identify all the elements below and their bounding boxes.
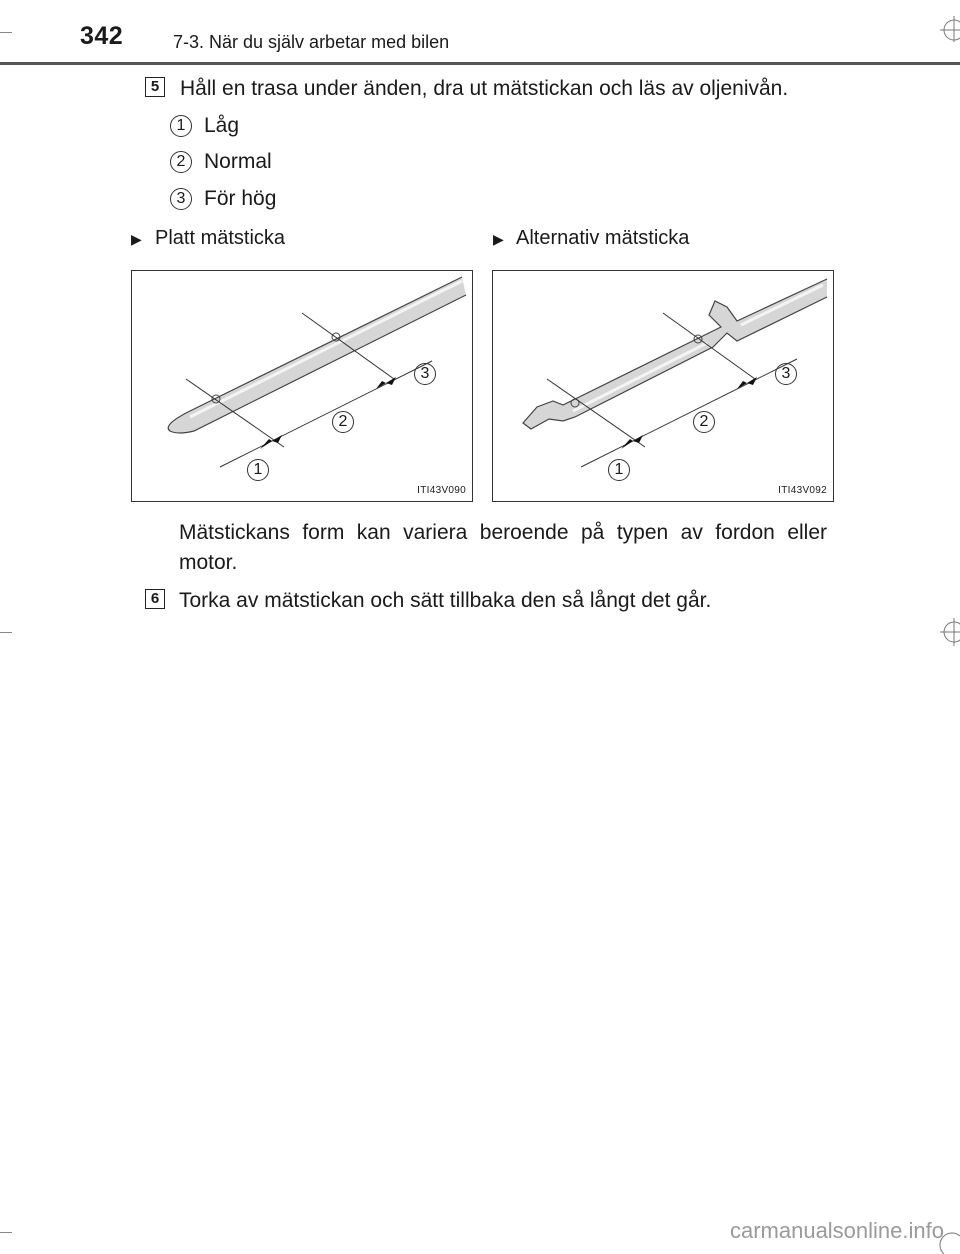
level-label-normal: Normal xyxy=(204,150,272,173)
level-number-3: 3 xyxy=(170,188,192,210)
figure-flat-dipstick xyxy=(131,270,473,502)
section-title: 7-3. När du själv arbetar med bilen xyxy=(173,32,450,52)
figure-code: ITI43V090 xyxy=(417,485,466,496)
crop-mark xyxy=(0,632,12,633)
registration-mark-icon xyxy=(930,618,960,648)
triangle-bullet-icon: ▶ xyxy=(131,231,142,247)
page-number: 342 xyxy=(80,22,124,50)
callout-1: 1 xyxy=(247,459,269,481)
figure-alternative-dipstick xyxy=(492,270,834,502)
callout-2: 2 xyxy=(332,411,354,433)
level-number-1: 1 xyxy=(170,115,192,137)
flat-dipstick-illustration xyxy=(132,271,472,501)
level-label-low: Låg xyxy=(204,114,240,137)
figure-code: ITI43V092 xyxy=(778,485,827,496)
dipstick-shape-note: Mätstickans form kan variera beroende på typen av fordon eller motor. xyxy=(179,521,827,574)
figure-caption-alternative: Alternativ mätsticka xyxy=(516,227,690,249)
figure-caption-flat: Platt mätsticka xyxy=(155,227,286,249)
triangle-bullet-icon: ▶ xyxy=(493,231,504,247)
alternative-dipstick-illustration xyxy=(493,271,833,501)
watermark: carmanualsonline.info xyxy=(729,1218,944,1243)
level-label-high: För hög xyxy=(204,187,277,210)
level-number-2: 2 xyxy=(170,151,192,173)
crop-mark xyxy=(0,1232,12,1233)
header-divider xyxy=(0,62,960,65)
step-5-badge: 5 xyxy=(145,77,165,97)
callout-2: 2 xyxy=(693,411,715,433)
callout-1: 1 xyxy=(608,459,630,481)
registration-mark-icon xyxy=(930,12,960,42)
callout-3: 3 xyxy=(414,363,436,385)
step-6-badge: 6 xyxy=(145,589,165,609)
step-5-text: Håll en trasa under änden, dra ut mätstickan och läs av oljenivån. xyxy=(180,77,789,100)
callout-3: 3 xyxy=(775,363,797,385)
crop-mark xyxy=(0,32,12,33)
step-6-text: Torka av mätstickan och sätt tillbaka den så långt det går. xyxy=(179,589,712,612)
